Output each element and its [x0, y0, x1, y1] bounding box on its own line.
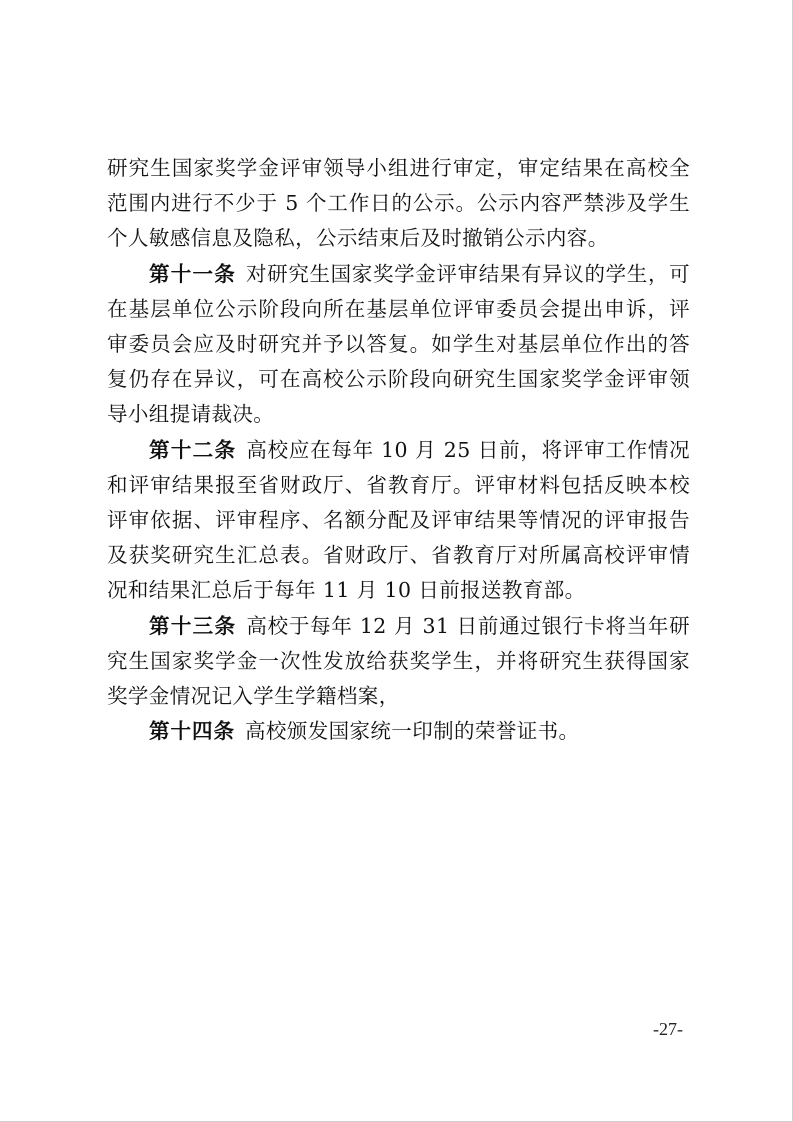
paragraph-text: 研究生国家奖学金评审领导小组进行审定，审定结果在高校全范围内进行不少于 5 个工作日的公示。公示内容严禁涉及学生个人敏感信息及隐私，公示结束后及时撤销公示内容。 [107, 156, 690, 251]
article-12 [107, 433, 690, 609]
article-number: 第十一条 [149, 261, 237, 286]
paragraph-text: 高校颁发国家统一印制的荣誉证书。 [245, 719, 580, 744]
article-11 [107, 257, 690, 433]
article-13 [107, 609, 690, 715]
page-number: -27- [653, 1019, 683, 1039]
paragraph-continuation [107, 151, 690, 257]
article-number: 第十三条 [149, 613, 237, 638]
article-14 [107, 714, 690, 749]
article-number: 第十四条 [149, 719, 235, 744]
paragraph-text: 对研究生国家奖学金评审结果有异议的学生，可在基层单位公示阶段向所在基层单位评审委员会提出申诉，评审委员会应及时研究并予以答复。如学生对基层单位作出的答复仍存在异议，可在高校公示阶段向研究生国家奖学金评审领导小组提请裁决。 [107, 261, 690, 427]
document-body [107, 151, 690, 749]
paragraph-text: 高校于每年 12 月 31 日前通过银行卡将当年研究生国家奖学金一次性发放给获奖学生，并将研究生获得国家奖学金情况记入学生学籍档案， [107, 613, 690, 709]
paragraph-text: 高校应在每年 10 月 25 日前，将评审工作情况和评审结果报至省财政厅、省教育厅。评审材料包括反映本校评审依据、评审程序、名额分配及评审结果等情况的评审报告及获奖研究生汇总表。省财政厅、省教育厅对所属高校评审情况和结果汇总后于每年 11 月 10 日前报送教育部。 [107, 437, 690, 603]
article-number: 第十二条 [149, 437, 237, 462]
